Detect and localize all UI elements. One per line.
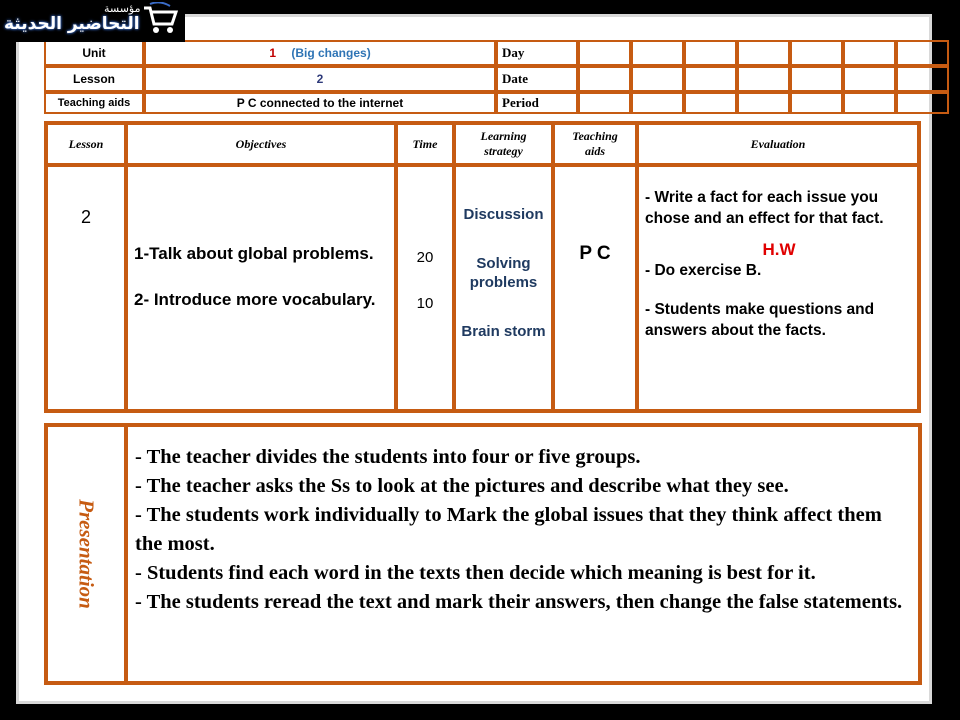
presentation-line: - The teacher divides the students into four or five groups. <box>135 446 641 468</box>
date-cell <box>684 66 737 92</box>
time-item: 10 <box>416 295 434 312</box>
presentation-line: - Students find each word in the texts then decide which meaning is best for it. <box>135 562 816 584</box>
period-cell <box>843 92 896 114</box>
time-header: Time <box>396 123 454 165</box>
strategy-cell <box>454 165 553 411</box>
day-cell <box>578 40 631 66</box>
lesson-plan-table <box>44 121 921 413</box>
presentation-line: - The students reread the text and mark their answers, then change the false statements. <box>135 591 903 613</box>
evaluation-item: - Write a fact for each issue you chose and an effect for that fact. <box>645 189 884 227</box>
teaching-aids-value: P C connected to the internet <box>144 92 496 114</box>
date-cell <box>790 66 843 92</box>
date-cell <box>843 66 896 92</box>
lesson-cell: 2 <box>46 165 126 411</box>
aids-header-line1: Teaching <box>572 129 618 143</box>
day-cell <box>737 40 790 66</box>
objective-item: 1-Talk about global problems. <box>134 244 374 263</box>
strategy-header-line2: strategy <box>484 144 523 158</box>
day-cell <box>843 40 896 66</box>
day-cell <box>631 40 684 66</box>
unit-number: 1 <box>269 46 276 60</box>
period-cell <box>578 92 631 114</box>
time-cell <box>396 165 454 411</box>
aids-header <box>553 123 637 165</box>
day-label: Day <box>496 40 578 66</box>
evaluation-cell <box>637 165 919 411</box>
strategy-item: Solving problems <box>469 255 538 291</box>
logo-small-text: مؤسسة <box>104 2 141 15</box>
unit-name: (Big changes) <box>291 46 371 60</box>
presentation-content <box>126 425 920 683</box>
homework-label: H.W <box>762 240 796 259</box>
header-table <box>44 40 949 114</box>
period-cell <box>737 92 790 114</box>
date-label: Date <box>496 66 578 92</box>
lesson-number: 2 <box>144 66 496 92</box>
strategy-item: Discussion <box>463 206 544 223</box>
objectives-header: Objectives <box>126 123 396 165</box>
unit-value <box>144 40 496 66</box>
logo-text: التحاضير الحديثة <box>4 14 140 34</box>
strategy-header <box>454 123 553 165</box>
day-cell <box>896 40 949 66</box>
strategy-item: Brain storm <box>461 323 546 340</box>
aids-cell: P C <box>553 165 637 411</box>
period-cell <box>790 92 843 114</box>
presentation-line: - The teacher asks the Ss to look at the pictures and describe what they see. <box>135 475 789 497</box>
day-cell <box>684 40 737 66</box>
lesson-header: Lesson <box>46 123 126 165</box>
time-item: 20 <box>416 249 434 266</box>
presentation-line: - The students work individually to Mark the global issues that they think affect them the most. <box>135 504 882 555</box>
date-cell <box>896 66 949 92</box>
evaluation-header: Evaluation <box>637 123 919 165</box>
date-cell <box>737 66 790 92</box>
date-cell <box>631 66 684 92</box>
logo <box>0 0 185 42</box>
teaching-aids-label: Teaching aids <box>44 92 144 114</box>
presentation-table <box>44 423 922 685</box>
cart-icon <box>140 2 180 36</box>
objective-item: 2- Introduce more vocabulary. <box>134 290 376 309</box>
evaluation-item: - Students make questions and answers about the facts. <box>645 301 875 339</box>
evaluation-item: - Do exercise B. <box>645 262 762 279</box>
strategy-header-line1: Learning <box>480 129 527 143</box>
lesson-label: Lesson <box>44 66 144 92</box>
presentation-label: Presentation <box>74 499 99 609</box>
day-cell <box>790 40 843 66</box>
unit-label: Unit <box>44 40 144 66</box>
aids-header-line2: aids <box>584 144 605 158</box>
presentation-side <box>46 425 126 683</box>
objectives-cell <box>126 165 396 411</box>
period-label: Period <box>496 92 578 114</box>
date-cell <box>578 66 631 92</box>
period-cell <box>896 92 949 114</box>
period-cell <box>631 92 684 114</box>
period-cell <box>684 92 737 114</box>
